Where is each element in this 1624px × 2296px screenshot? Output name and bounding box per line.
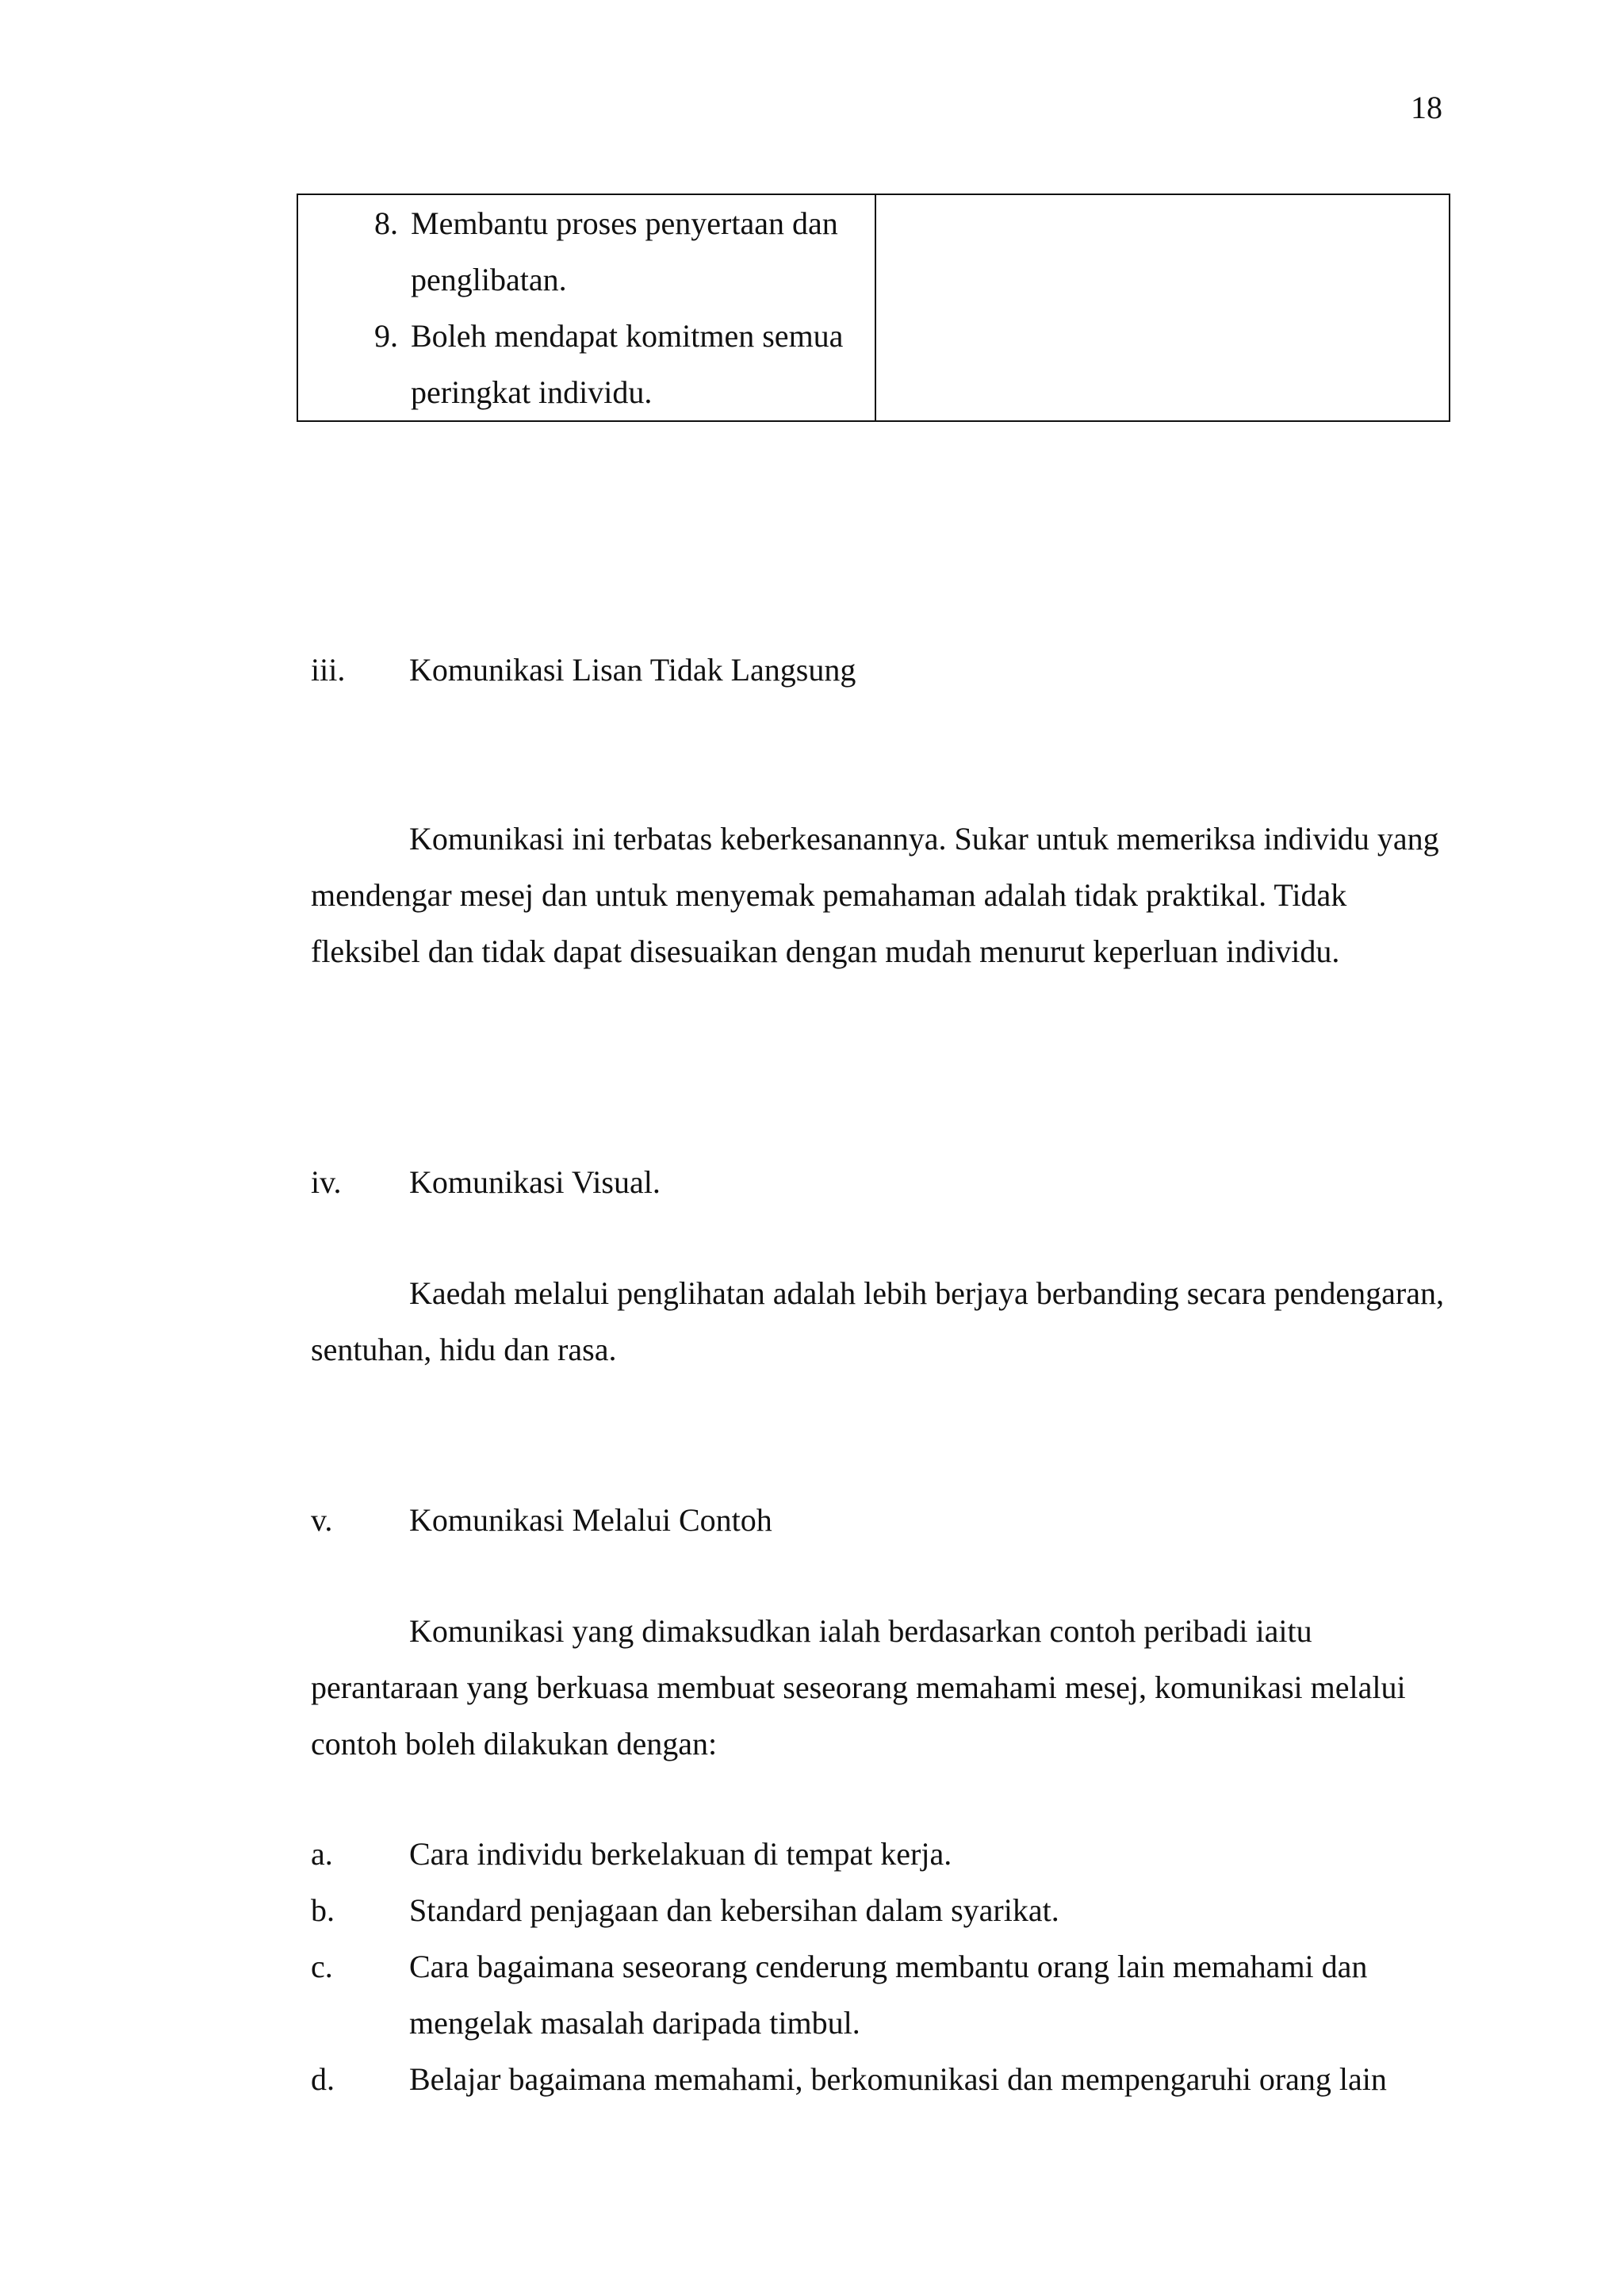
table-item-text: Membantu proses penyertaan dan penglibatan. xyxy=(411,205,838,297)
list-marker: a. xyxy=(311,1836,333,1872)
section-heading-iv xyxy=(311,1163,661,1202)
list-item-text: Belajar bagaimana memahami, berkomunikasi dan mempengaruhi orang lain xyxy=(409,2061,1387,2097)
section-title: Komunikasi Visual. xyxy=(409,1164,661,1200)
paragraph-text: Kaedah melalui penglihatan adalah lebih berjaya berbanding secara pendengaran, sentuhan, hidu dan rasa. xyxy=(311,1275,1444,1367)
section-v-paragraph xyxy=(311,1603,1453,1772)
section-iv-paragraph xyxy=(311,1265,1453,1378)
continuation-table xyxy=(297,194,1450,422)
list-marker: b. xyxy=(311,1892,335,1928)
section-marker: iii. xyxy=(311,652,346,688)
table-cell-left xyxy=(298,195,876,420)
paragraph-text: Komunikasi ini terbatas keberkesanannya. Sukar untuk memeriksa individu yang mendengar mesej dan untuk menyemak pemahaman adalah tidak praktikal. Tidak fleksibel dan tidak dapat disesuaikan dengan mudah menurut keperluan individu. xyxy=(311,821,1439,969)
paragraph-text: Komunikasi yang dimaksudkan ialah berdasarkan contoh peribadi iaitu perantaraan yang berkuasa membuat seseorang memahami mesej, komunikasi melalui contoh boleh dilakukan dengan: xyxy=(311,1613,1406,1761)
list-item xyxy=(311,2051,1469,2107)
example-list xyxy=(311,1826,1469,2107)
list-marker: c. xyxy=(311,1949,333,1984)
table-item-text: Boleh mendapat komitmen semua peringkat individu. xyxy=(411,318,844,410)
list-item xyxy=(311,1826,1469,1882)
section-heading-v xyxy=(311,1501,772,1539)
table-item-number: 8. xyxy=(374,205,398,241)
section-title: Komunikasi Melalui Contoh xyxy=(409,1502,772,1538)
section-heading-iii xyxy=(311,651,856,689)
list-item xyxy=(311,1938,1469,2051)
section-title: Komunikasi Lisan Tidak Langsung xyxy=(409,652,856,688)
section-marker: v. xyxy=(311,1502,333,1538)
list-item-text: Standard penjagaan dan kebersihan dalam syarikat. xyxy=(409,1892,1059,1928)
list-item xyxy=(311,1882,1469,1938)
table-cell-right xyxy=(876,195,1449,420)
section-iii-paragraph xyxy=(311,811,1453,979)
table-list-item xyxy=(298,308,875,420)
list-item-text: Cara bagaimana seseorang cenderung membantu orang lain memahami dan mengelak masalah daripada timbul. xyxy=(409,1949,1368,2041)
page-number: 18 xyxy=(1411,90,1442,125)
list-item-text: Cara individu berkelakuan di tempat kerja. xyxy=(409,1836,952,1872)
table-list-item xyxy=(298,195,875,308)
table-item-number: 9. xyxy=(374,318,398,354)
section-marker: iv. xyxy=(311,1164,342,1200)
list-marker: d. xyxy=(311,2061,335,2097)
